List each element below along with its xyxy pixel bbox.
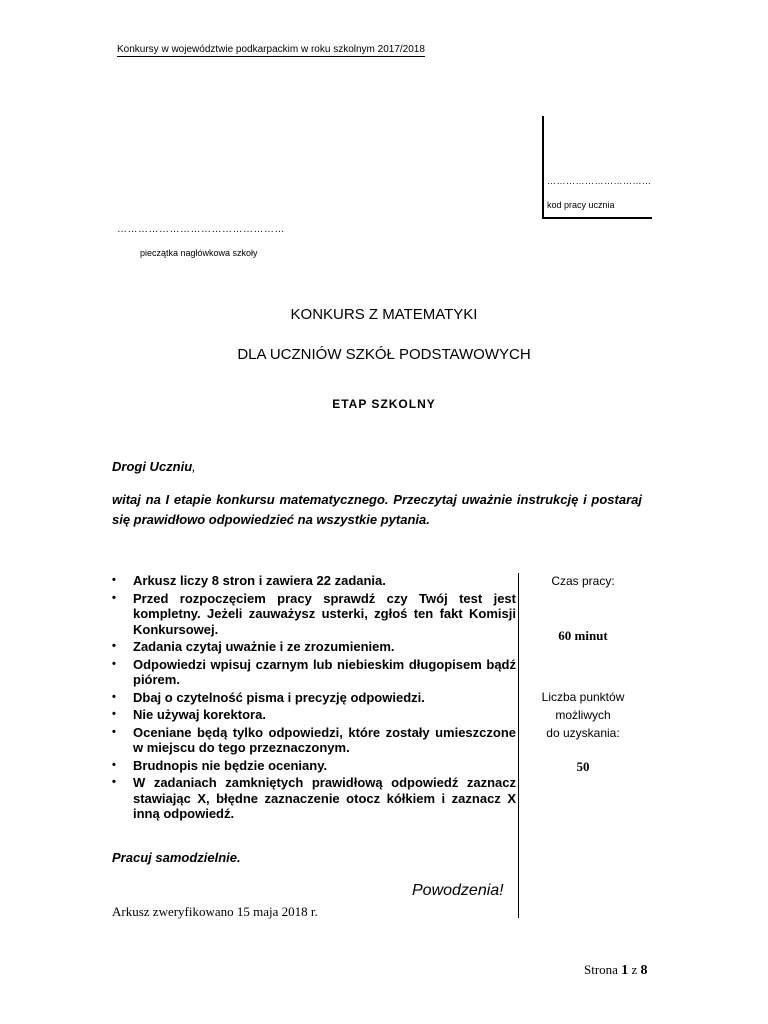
bullet-icon: • <box>112 776 116 788</box>
rule-text: Odpowiedzi wpisuj czarnym lub niebieskim długopisem bądź piórem. <box>133 656 516 687</box>
contest-title: KONKURS Z MATEMATYKI <box>290 306 478 323</box>
rule-text: Arkusz liczy 8 stron i zawiera 22 zadania. <box>133 573 386 588</box>
points-label-line-3: do uzyskania: <box>546 726 620 740</box>
page-number <box>584 962 647 979</box>
rules-list <box>112 573 516 824</box>
points-label-line-2: możliwych <box>555 708 611 722</box>
header-line: Konkursy w województwie podkarpackim w roku szkolnym 2017/2018 <box>117 44 425 55</box>
rule-text: Brudnopis nie będzie oceniany. <box>133 757 328 773</box>
work-alone-note: Pracuj samodzielnie. <box>112 850 241 865</box>
rule-item <box>112 775 516 822</box>
greeting-salutation: Drogi Uczniu <box>112 459 193 474</box>
time-value: 60 minut <box>558 628 608 643</box>
bullet-icon: • <box>112 708 116 720</box>
student-code-dots: …………………………… <box>547 176 652 186</box>
good-luck-note: Powodzenia! <box>412 882 504 899</box>
stage-title: ETAP SZKOLNY <box>332 397 436 411</box>
rule-item <box>112 725 516 756</box>
bullet-icon: • <box>112 640 116 652</box>
column-divider <box>518 573 519 918</box>
school-stamp-dots: ………………………………………… <box>117 224 285 235</box>
greeting <box>112 459 196 474</box>
rule-item <box>112 758 516 774</box>
rule-text: W zadaniach zamkniętych prawidłową odpowiedź zaznacz stawiając X, błędne zaznaczenie otocz kółkiem i zaznacz X inną odpowiedź. <box>133 775 516 821</box>
rule-text: Przed rozpoczęciem pracy sprawdź czy Twój test jest kompletny. Jeżeli zauważysz usterki, zgłoś ten fakt Komisji Konkursowej. <box>133 590 516 637</box>
time-label: Czas pracy: <box>551 574 615 588</box>
rule-item <box>112 707 516 723</box>
rule-item <box>112 690 516 706</box>
rule-text: Zadania czytaj uważnie i ze zrozumieniem. <box>133 639 395 654</box>
bullet-icon: • <box>112 758 116 771</box>
rule-item <box>112 639 516 655</box>
student-code-label: kod pracy ucznia <box>547 200 615 210</box>
rule-item <box>112 591 516 638</box>
rule-item <box>112 573 516 589</box>
verification-note: Arkusz zweryfikowano 15 maja 2018 r. <box>112 904 318 919</box>
bullet-icon: • <box>112 657 116 670</box>
greeting-comma: , <box>192 459 196 474</box>
bullet-icon: • <box>112 591 116 604</box>
page-current: 1 <box>621 963 629 978</box>
page-label: Strona <box>584 962 618 977</box>
rule-text: Oceniane będą tylko odpowiedzi, które zostały umieszczone w miejscu do tego przeznaczonym. <box>133 724 516 755</box>
points-value: 50 <box>576 759 590 774</box>
points-label <box>522 688 644 742</box>
bullet-icon: • <box>112 574 116 586</box>
bullet-icon: • <box>112 690 116 703</box>
page-total: 8 <box>640 963 648 978</box>
rule-item <box>112 657 516 688</box>
school-stamp-label: pieczątka nagłówkowa szkoły <box>140 248 258 258</box>
page-of: z <box>631 962 638 977</box>
audience-title: DLA UCZNIÓW SZKÓŁ PODSTAWOWYCH <box>237 346 531 363</box>
intro-text: witaj na I etapie konkursu matematycznego. Przeczytaj uważnie instrukcję i postaraj się prawidłowo odpowiedzieć na wszystkie pytania. <box>112 492 642 527</box>
rule-text: Nie używaj korektora. <box>133 707 266 722</box>
points-label-line-1: Liczba punktów <box>541 690 625 704</box>
rule-text: Dbaj o czytelność pisma i precyzję odpowiedzi. <box>133 689 425 705</box>
bullet-icon: • <box>112 725 116 738</box>
